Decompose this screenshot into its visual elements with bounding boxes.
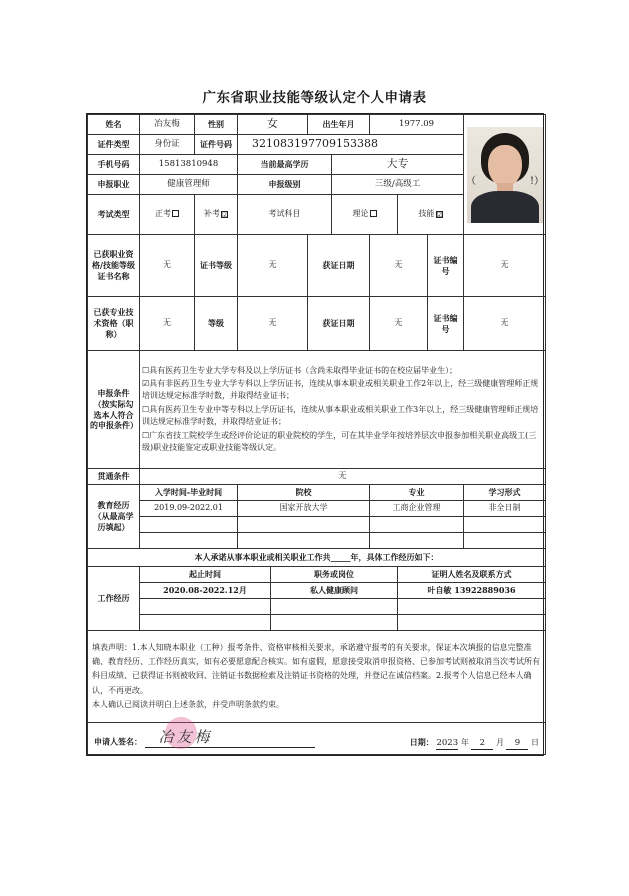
condition-item[interactable]: ☑具有非医药卫生专业大学专科以上学历证书，连续从事本职业或相关职业工作2年以上，经三级健康管理师正规培训达规定标准学时数，并取得结业证书；	[142, 379, 539, 401]
table-row	[88, 583, 546, 599]
date-day-unit: 日	[531, 737, 540, 747]
edu-header-school: 院校	[238, 485, 370, 501]
signature-label: 申请人签名：	[94, 736, 142, 747]
exam-type-label: 考试类型	[88, 195, 140, 235]
edu-major: 工商企业管理	[370, 501, 464, 517]
name-label: 姓名	[88, 115, 140, 135]
photo-paren-right: !）	[530, 176, 545, 187]
form-title: 广东省职业技能等级认定个人申请表	[202, 90, 427, 106]
table-row	[88, 615, 546, 631]
edu-label: 当前最高学历	[238, 155, 332, 175]
name-value: 冶友梅	[140, 115, 195, 135]
applicant-signature: 冶友梅	[158, 727, 213, 746]
qual2-label: 已获专业技术资格（职称）	[88, 297, 140, 351]
conditions-list	[140, 351, 546, 469]
declaration-confirm: 本人确认已阅读并明白上述条款，并受声明条款约束。	[92, 700, 284, 710]
birth-value: 1977.09	[370, 115, 464, 135]
work-label: 工作经历	[88, 567, 140, 631]
gender-label: 性别	[195, 115, 238, 135]
gender-value: 女	[238, 115, 308, 135]
work-promise: 本人承诺从事本职业或相关职业工作共_____年，具体工作经历如下：	[88, 549, 546, 567]
edu-period: 2019.09-2022.01	[140, 501, 238, 517]
exam-regular-option[interactable]: 正考	[140, 195, 195, 235]
declaration	[88, 631, 546, 723]
makeup-checkbox[interactable]: ☑	[222, 211, 229, 220]
work-header-position: 职务或岗位	[271, 567, 398, 583]
table-row	[88, 533, 546, 549]
condition-item[interactable]: ☐具有医药卫生专业大学专科及以上学历证书（含尚未取得毕业证书的在校应届毕业生）；	[142, 365, 458, 375]
table-row	[88, 599, 546, 615]
through-label: 贯通条件	[88, 469, 140, 485]
qual1-no-value: 无	[464, 235, 546, 297]
phone-value: 15813810948	[140, 155, 238, 175]
education-label: 教育经历（从最高学历填起）	[88, 485, 140, 549]
qual1-date-value: 无	[370, 235, 428, 297]
date-day: 9	[506, 738, 528, 750]
qual1-grade-label: 证书等级	[195, 235, 238, 297]
edu-school: 国家开放大学	[238, 501, 370, 517]
idno-label: 证件号码	[195, 135, 238, 155]
level-value: 三级/高级工	[332, 175, 464, 195]
idtype-label: 证件类型	[88, 135, 140, 155]
qual2-value: 无	[140, 297, 195, 351]
job-value: 健康管理师	[140, 175, 238, 195]
skill-checkbox[interactable]: ☑	[436, 211, 443, 220]
idtype-value: 身份证	[140, 135, 195, 155]
date-year: 2023	[436, 738, 458, 750]
date-month: 2	[471, 738, 493, 750]
qual2-grade-value: 无	[238, 297, 308, 351]
date-year-unit: 年	[460, 737, 469, 747]
work-header-period: 起止时间	[140, 567, 271, 583]
theory-checkbox[interactable]	[370, 210, 377, 217]
through-value: 无	[140, 469, 546, 485]
birth-label: 出生年月	[308, 115, 370, 135]
declaration-text: 填表声明：1.本人知晓本职业（工种）报考条件、资格审核相关要求，承诺遵守报考的有关要求，保证本次填报的信息完整准确、教育经历、工作经历真实，如有必要愿意配合核实。如有虚假，愿意接受取消申报资格、已参加考试则被取消当次考试所有科目成绩、已获得证书则被收回、注销证书数据检索及注销证书资格的处理，并登记在诚信档案。2.报考个人信息已经本人确认，不再更改。	[92, 642, 540, 695]
edu-header-major: 专业	[370, 485, 464, 501]
photo-cell	[464, 115, 546, 235]
phone-label: 手机号码	[88, 155, 140, 175]
exam-makeup-option[interactable]: 补考 ☑	[195, 195, 238, 235]
form-table	[87, 114, 546, 755]
qual1-label: 已获职业资格/技能等级证书名称	[88, 235, 140, 297]
qual1-value: 无	[140, 235, 195, 297]
edu-header-mode: 学习形式	[464, 485, 546, 501]
work-period: 2020.08-2022.12月	[140, 583, 271, 599]
exam-skill-option[interactable]: 技能 ☑	[398, 195, 464, 235]
work-reference: 叶自敏 13922889036	[398, 583, 546, 599]
photo-paren-left: （	[466, 176, 477, 187]
level-label: 申报级别	[238, 175, 332, 195]
conditions-label: 申报条件（按实际勾选本人符合的申报条件）	[88, 351, 140, 469]
idno-value: 321083197709153388	[238, 135, 464, 155]
edu-mode: 非全日制	[464, 501, 546, 517]
date-month-unit: 月	[495, 737, 504, 747]
qual2-no-label: 证书编号	[428, 297, 464, 351]
qual1-no-label: 证书编号	[428, 235, 464, 297]
qual1-grade-value: 无	[238, 235, 308, 297]
work-position: 私人健康顾问	[271, 583, 398, 599]
job-label: 申报职业	[88, 175, 140, 195]
qual2-grade-label: 等级	[195, 297, 238, 351]
qual2-date-value: 无	[370, 297, 428, 351]
qual2-date-label: 获证日期	[308, 297, 370, 351]
work-header-reference: 证明人姓名及联系方式	[398, 567, 546, 583]
date-label: 日期：	[409, 736, 434, 747]
table-row	[88, 517, 546, 533]
condition-item[interactable]: ☐具有医药卫生专业中等专科以上学历证书，连续从事本职业或相关职业工作3年以上，经三级健康管理师正规培训达规定标准学时数，并取得结业证书；	[142, 404, 539, 427]
qual1-date-label: 获证日期	[308, 235, 370, 297]
regular-checkbox[interactable]	[172, 210, 179, 217]
condition-item[interactable]: ☐广东省技工院校学生或经评价论证的职业院校的学生，可在其毕业学年按培养层次申报参加相关职业高级工(三级)职业技能鉴定或职业技能等级认定。	[142, 430, 537, 452]
exam-theory-option[interactable]: 理论	[332, 195, 398, 235]
edu-value: 大专	[332, 155, 464, 175]
exam-subject-label: 考试科目	[238, 195, 332, 235]
table-row	[88, 501, 546, 517]
qual2-no-value: 无	[464, 297, 546, 351]
sign-date	[410, 737, 539, 750]
application-form	[86, 113, 544, 756]
edu-header-period: 入学时间-毕业时间	[140, 485, 238, 501]
signature-row	[88, 723, 546, 755]
